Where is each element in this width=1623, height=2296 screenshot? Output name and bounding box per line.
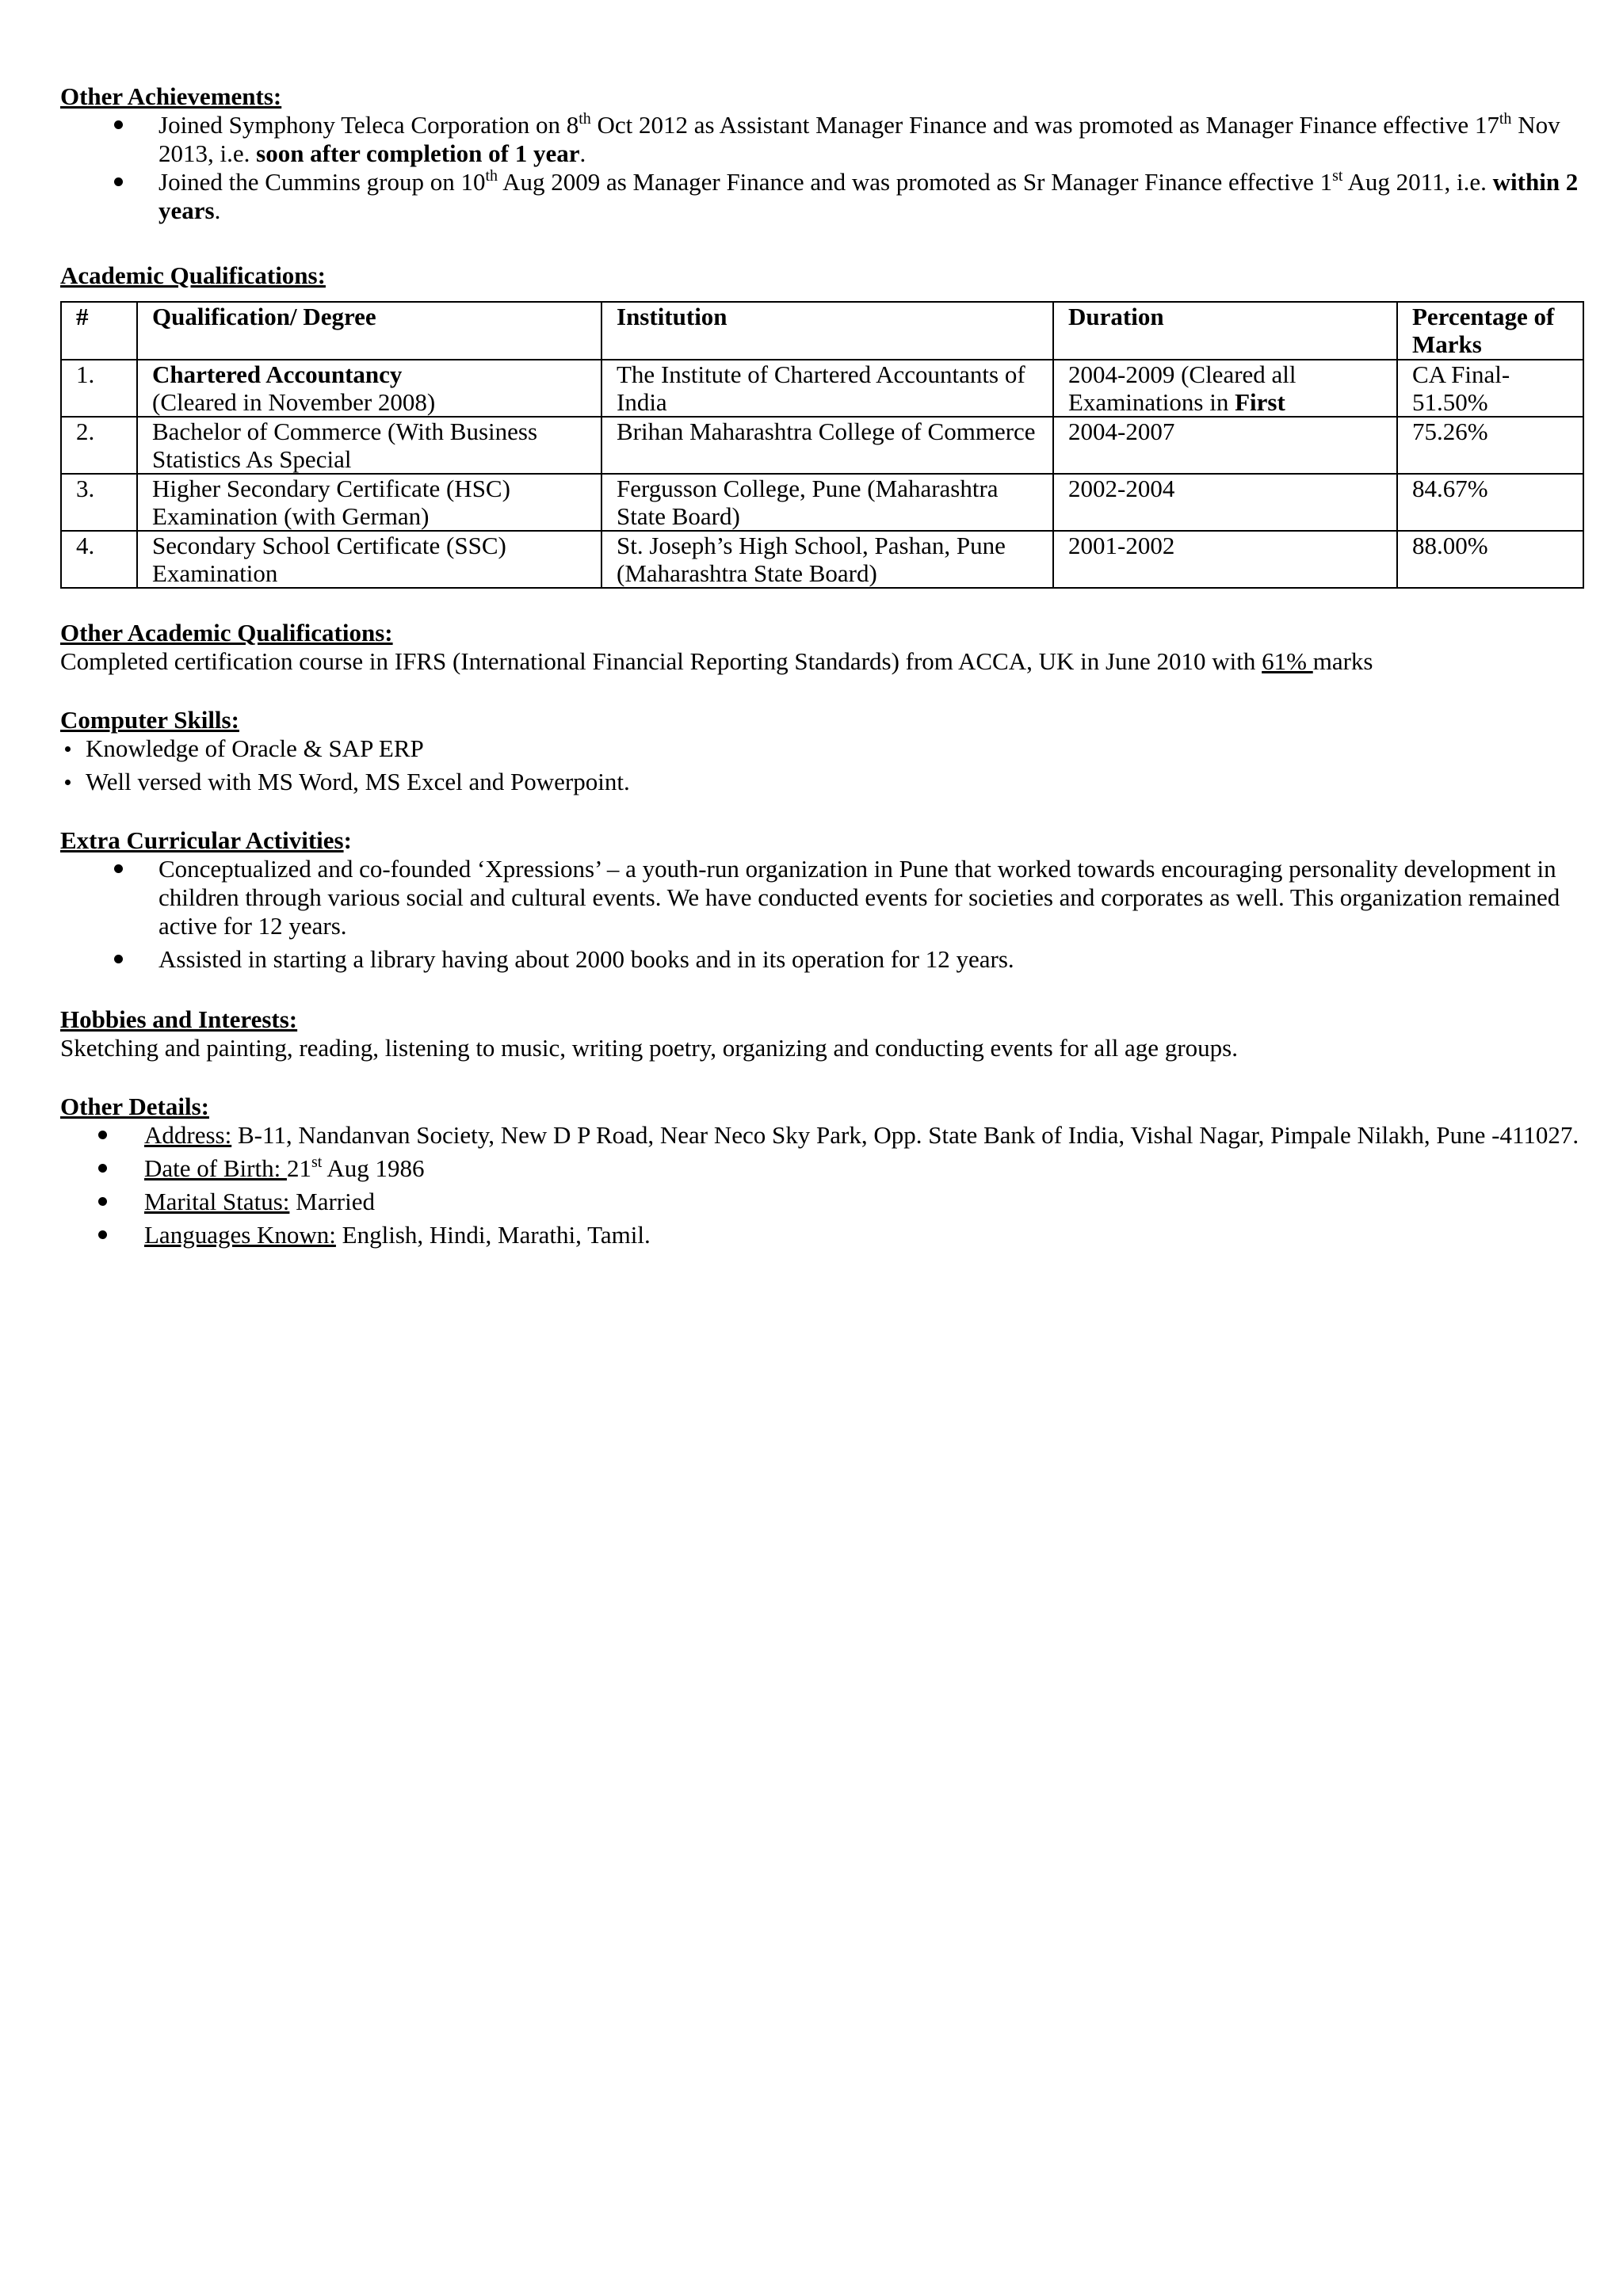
other-academic-text: Completed certification course in IFRS (International Financial Reporting Standards) from ACCA, UK in June 2010 with 61% marks bbox=[60, 647, 1373, 675]
cell-institution: Brihan Maharashtra College of Commerce bbox=[601, 417, 1053, 474]
other-academic-section bbox=[60, 619, 1582, 676]
hobbies-text: Sketching and painting, reading, listening to music, writing poetry, organizing and conducting events for all age groups. bbox=[60, 1034, 1238, 1062]
cell-degree: Secondary School Certificate (SSC) Examination bbox=[137, 531, 601, 588]
cell-number: 2. bbox=[61, 417, 137, 474]
list-item: Knowledge of Oracle & SAP ERP bbox=[60, 734, 1582, 763]
table-row bbox=[61, 474, 1583, 531]
extra-curricular-section bbox=[60, 826, 1582, 974]
bullet-icon bbox=[98, 1164, 107, 1173]
cell-institution: St. Joseph’s High School, Pashan, Pune (Maharashtra State Board) bbox=[601, 531, 1053, 588]
cell-degree: Higher Secondary Certificate (HSC) Examination (with German) bbox=[137, 474, 601, 531]
bullet-icon bbox=[98, 1230, 107, 1239]
cell-degree: Chartered Accountancy (Cleared in November 2008) bbox=[137, 360, 601, 417]
bullet-icon bbox=[65, 746, 71, 752]
computer-skills-heading: Computer Skills: bbox=[60, 706, 239, 734]
dob-item: Date of Birth: 21st Aug 1986 bbox=[60, 1154, 1582, 1183]
cell-institution: The Institute of Chartered Accountants of India bbox=[601, 360, 1053, 417]
cell-number: 1. bbox=[61, 360, 137, 417]
col-header-percentage: Percentage of Marks bbox=[1397, 302, 1583, 360]
languages-item: Languages Known: English, Hindi, Marathi, Tamil. bbox=[60, 1221, 1582, 1249]
cell-duration: 2004-2009 (Cleared all Examinations in First bbox=[1053, 360, 1397, 417]
other-details-heading: Other Details: bbox=[60, 1093, 209, 1120]
achievement-item: Joined Symphony Teleca Corporation on 8th Oct 2012 as Assistant Manager Finance and was promoted as Manager Finance effective 17th Nov 2013, i.e. soon after completion of 1 year. bbox=[60, 111, 1582, 168]
academic-section bbox=[60, 261, 1582, 589]
bullet-icon bbox=[114, 864, 123, 873]
hobbies-section bbox=[60, 1005, 1582, 1062]
list-item: Well versed with MS Word, MS Excel and Powerpoint. bbox=[60, 768, 1582, 796]
cell-number: 4. bbox=[61, 531, 137, 588]
cell-number: 3. bbox=[61, 474, 137, 531]
table-row bbox=[61, 531, 1583, 588]
list-item: Assisted in starting a library having about 2000 books and in its operation for 12 years. bbox=[60, 945, 1582, 974]
cell-institution: Fergusson College, Pune (Maharashtra State Board) bbox=[601, 474, 1053, 531]
list-item: Conceptualized and co-founded ‘Xpressions’ – a youth-run organization in Pune that worked towards encouraging personality development in children through various social and cultural events. We have conducted events for societies and corporates as well. This organization remained active for 12 years. bbox=[60, 855, 1582, 940]
cell-duration: 2001-2002 bbox=[1053, 531, 1397, 588]
col-header-number: # bbox=[61, 302, 137, 360]
cell-percentage: CA Final- 51.50% bbox=[1397, 360, 1583, 417]
academic-heading: Academic Qualifications: bbox=[60, 261, 326, 289]
other-academic-heading: Other Academic Qualifications: bbox=[60, 619, 393, 646]
extra-curricular-heading: Extra Curricular Activities: bbox=[60, 826, 352, 854]
resume-page bbox=[60, 82, 1582, 1249]
computer-skills-section bbox=[60, 706, 1582, 796]
cell-duration: 2002-2004 bbox=[1053, 474, 1397, 531]
achievements-section bbox=[60, 82, 1582, 225]
achievements-heading: Other Achievements: bbox=[60, 82, 282, 110]
bullet-icon bbox=[114, 177, 123, 186]
hobbies-heading: Hobbies and Interests: bbox=[60, 1005, 298, 1033]
achievements-list bbox=[60, 111, 1582, 225]
achievement-item: Joined the Cummins group on 10th Aug 2009 as Manager Finance and was promoted as Sr Manager Finance effective 1st Aug 2011, i.e. within 2 years. bbox=[60, 168, 1582, 225]
qualifications-table bbox=[60, 301, 1584, 589]
bullet-icon bbox=[98, 1197, 107, 1206]
bullet-icon bbox=[65, 780, 71, 785]
col-header-institution: Institution bbox=[601, 302, 1053, 360]
cell-percentage: 75.26% bbox=[1397, 417, 1583, 474]
cell-duration: 2004-2007 bbox=[1053, 417, 1397, 474]
marital-status-item: Marital Status: Married bbox=[60, 1188, 1582, 1216]
other-details-section bbox=[60, 1093, 1582, 1249]
col-header-duration: Duration bbox=[1053, 302, 1397, 360]
bullet-icon bbox=[114, 120, 123, 129]
table-row bbox=[61, 360, 1583, 417]
cell-percentage: 88.00% bbox=[1397, 531, 1583, 588]
extra-curricular-list bbox=[60, 855, 1582, 974]
other-details-list bbox=[60, 1121, 1582, 1249]
address-item: Address: B-11, Nandanvan Society, New D P Road, Near Neco Sky Park, Opp. State Bank of India, Vishal Nagar, Pimpale Nilakh, Pune -411027. bbox=[60, 1121, 1582, 1150]
cell-percentage: 84.67% bbox=[1397, 474, 1583, 531]
table-row bbox=[61, 417, 1583, 474]
table-header-row bbox=[61, 302, 1583, 360]
computer-skills-list bbox=[60, 734, 1582, 796]
bullet-icon bbox=[114, 955, 123, 963]
bullet-icon bbox=[98, 1131, 107, 1139]
cell-degree: Bachelor of Commerce (With Business Statistics As Special bbox=[137, 417, 601, 474]
col-header-degree: Qualification/ Degree bbox=[137, 302, 601, 360]
